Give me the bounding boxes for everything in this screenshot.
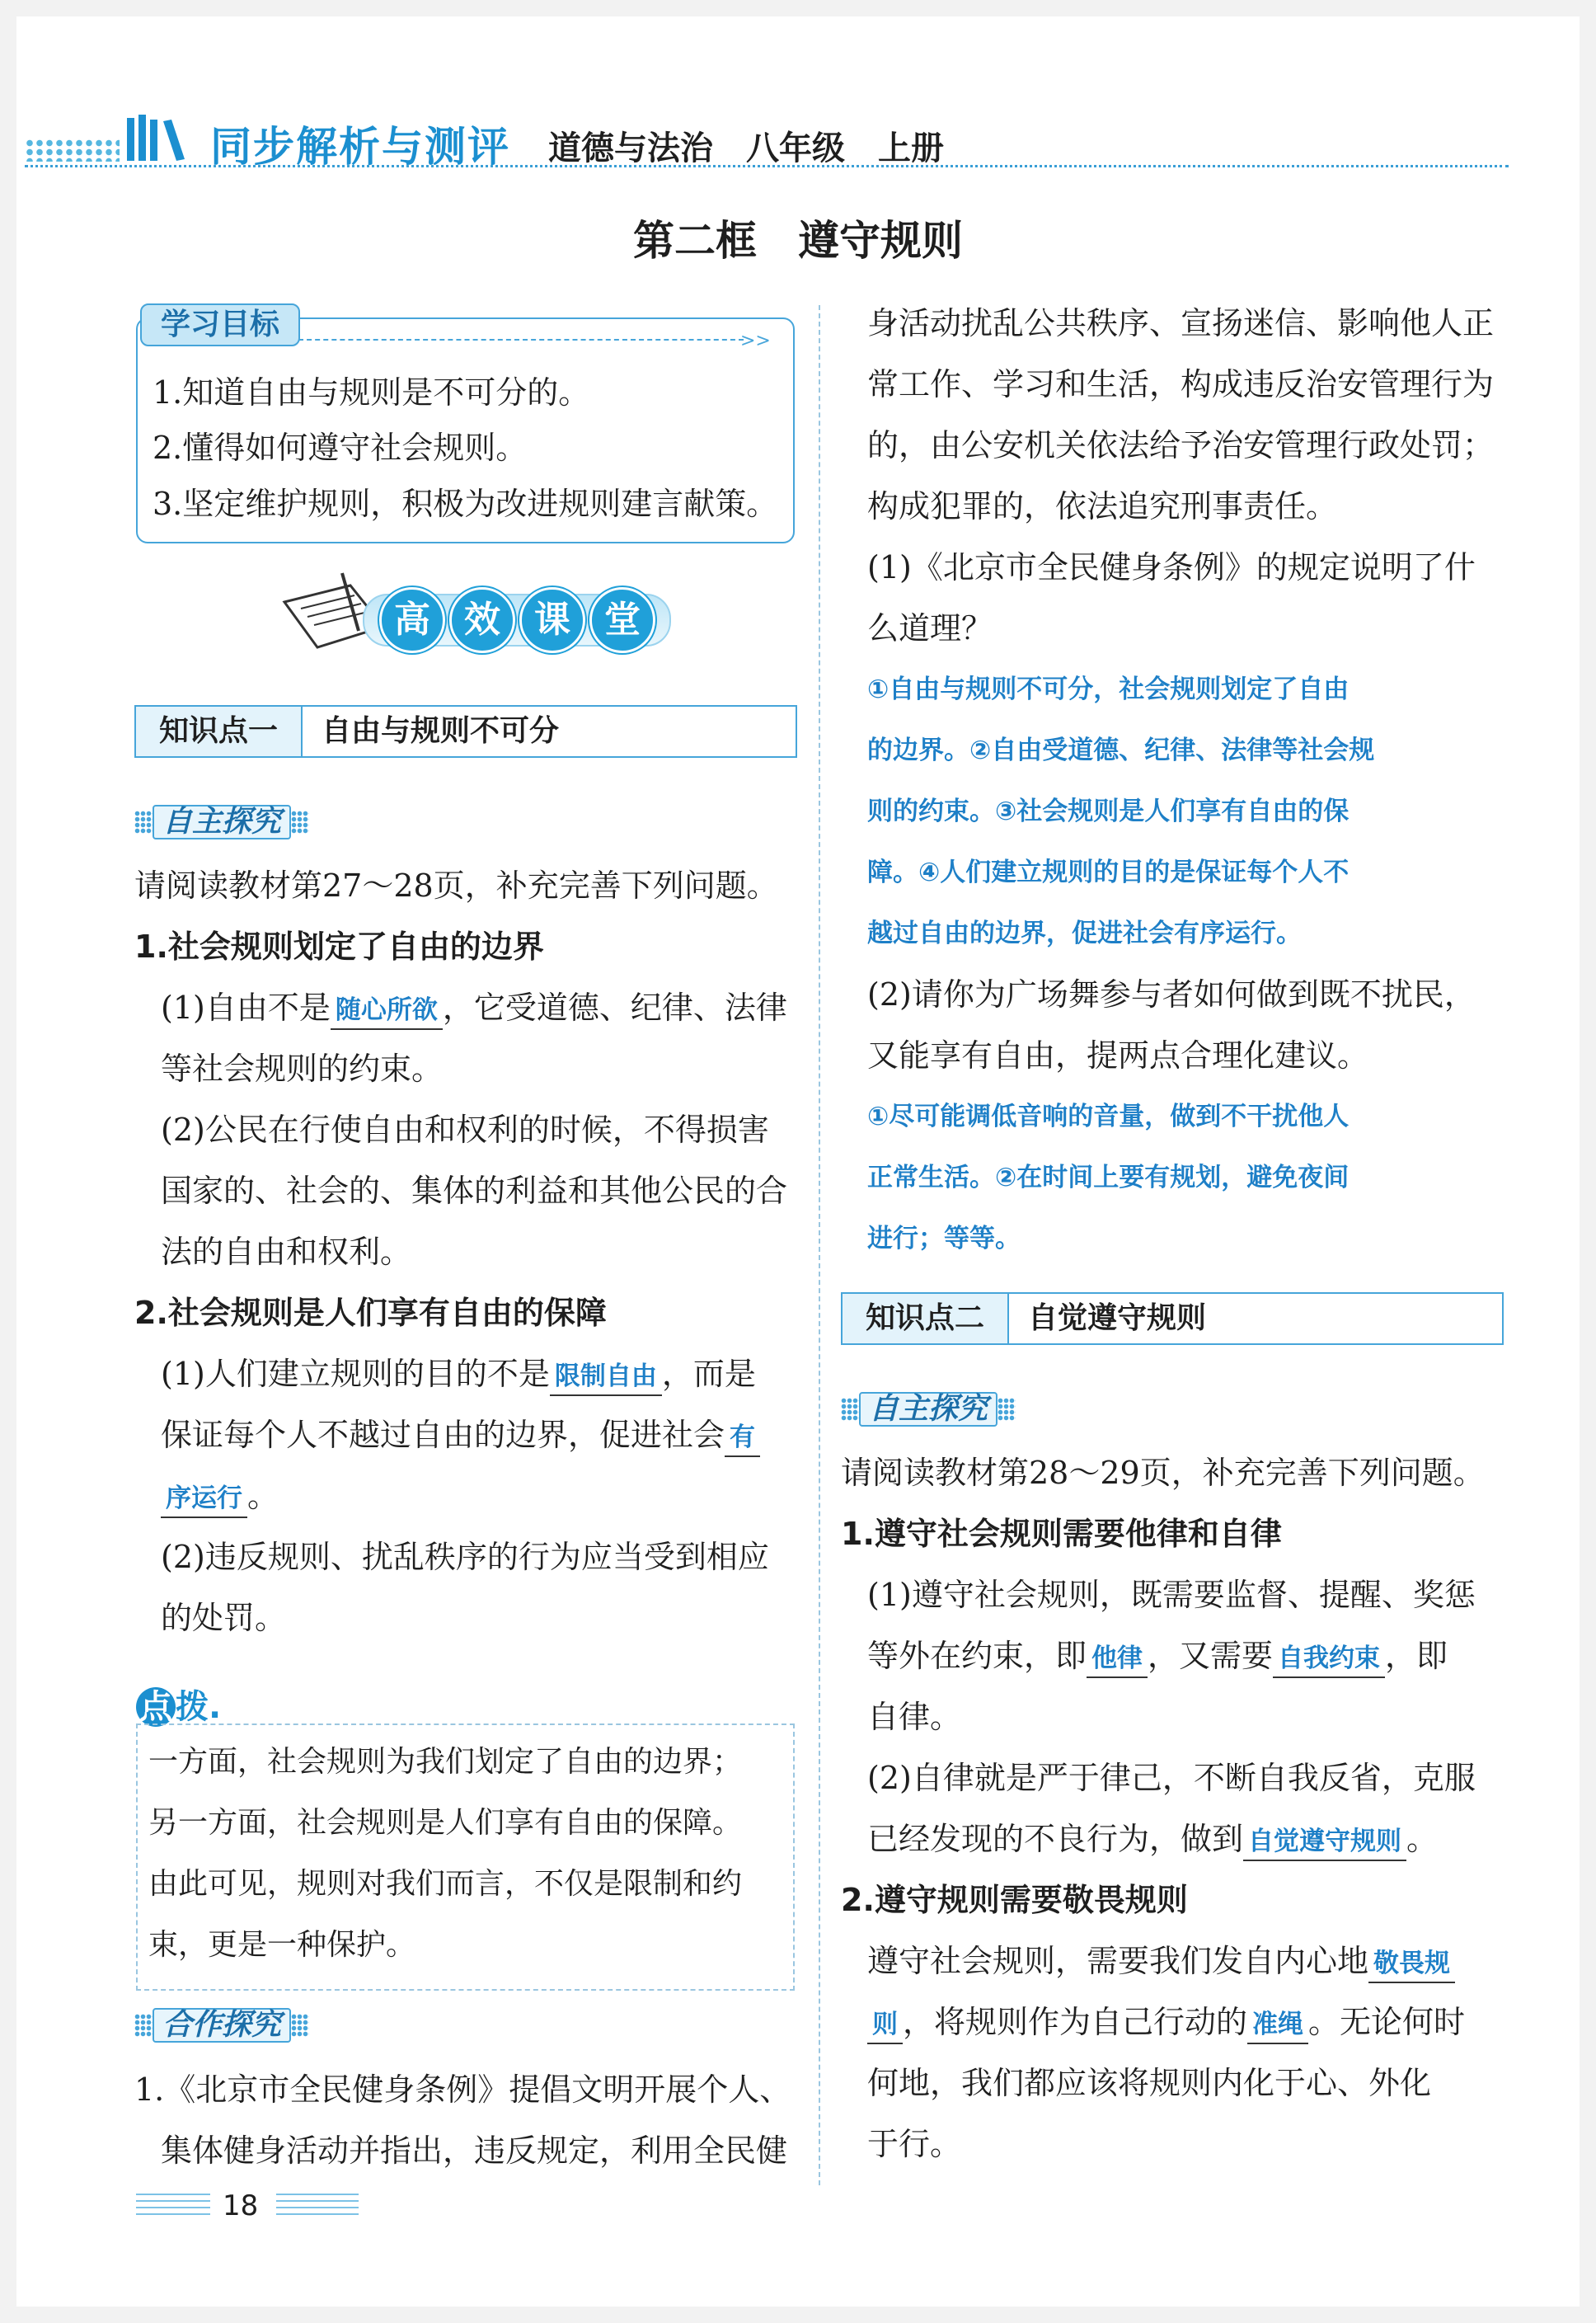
text-line: 保证每个人不越过自由的边界，促进社会 有 — [161, 1404, 760, 1465]
goal-item: 1.知道自由与规则是不可分的。 — [153, 374, 590, 411]
text-line: 的处罚。 — [161, 1600, 287, 1636]
goal-item: 2.懂得如何遵守社会规则。 — [153, 430, 528, 466]
answer-line: 越过自由的边界，促进社会有序运行。 — [867, 919, 1302, 948]
text-line: 等社会规则的约束。 — [161, 1051, 444, 1087]
answer-blank: 自我约束 — [1273, 1640, 1385, 1678]
answer-line: 则的约束。③社会规则是人们享有自由的保 — [867, 797, 1350, 826]
banner-char: 课 — [519, 587, 585, 653]
knowledge-point-title: 自觉遵守规则 — [1028, 1301, 1207, 1335]
banner-char: 堂 — [589, 587, 655, 653]
self-explore-tag: 自主探究 — [841, 1390, 1016, 1427]
knowledge-point-header — [841, 1292, 1504, 1345]
text-line: 常工作、学习和生活，构成违反治安管理行为 — [867, 366, 1495, 402]
text-line: (1)遵守社会规则，既需要监督、提醒、奖惩 — [867, 1577, 1476, 1613]
text-line: 集体健身活动并指出，违反规定，利用全民健 — [161, 2133, 788, 2169]
self-explore-tag: 自主探究 — [134, 802, 309, 840]
header-dots — [25, 139, 120, 162]
goal-item: 3.坚定维护规则，积极为改进规则建言献策。 — [153, 486, 778, 522]
page-number-deco — [276, 2194, 359, 2215]
text-line: (1)人们建立规则的目的不是 限制自由 ，而是 — [161, 1343, 756, 1404]
heading: 1.遵守社会规则需要他律和自律 — [841, 1516, 1282, 1552]
knowledge-point-label: 知识点二 — [843, 1294, 1009, 1343]
goals-arrow-line — [298, 339, 744, 341]
question: (1)《北京市全民健身条例》的规定说明了什 — [867, 549, 1476, 585]
page-title: 第二框 遵守规则 — [633, 217, 963, 265]
text-line: 等外在约束，即 他律 ，又需要 自我约束 ，即 — [867, 1625, 1448, 1686]
text-line: 的，由公安机关依法给予治安管理行政处罚； — [867, 427, 1495, 463]
question: 么道理？ — [867, 610, 993, 647]
tip-line: 一方面，社会规则为我们划定了自由的边界； — [148, 1745, 743, 1779]
page-number: 18 — [223, 2189, 259, 2222]
column-divider — [819, 305, 820, 2185]
text-line: 1.《北京市全民健身条例》提倡文明开展个人、 — [134, 2071, 791, 2108]
text-line: (1)自由不是 随心所欲 ，它受道德、纪律、法律 — [161, 977, 787, 1038]
coop-explore-tag: 合作探究 — [134, 2006, 309, 2043]
text-line: 则 ，将规则作为自己行动的 准绳 。无论何时 — [867, 1991, 1465, 2053]
banner-char: 高 — [379, 587, 445, 653]
text-line: 已经发现的不良行为，做到 自觉遵守规则 。 — [867, 1808, 1438, 1869]
answer-line: 障。④人们建立规则的目的是保证每个人不 — [867, 858, 1350, 887]
text-line: (2)公民在行使自由和权利的时候，不得损害 — [161, 1112, 769, 1148]
text-line: 国家的、社会的、集体的利益和其他公民的合 — [161, 1173, 788, 1209]
answer-line: 进行；等等。 — [867, 1224, 1021, 1253]
text-line: 序运行 。 — [161, 1465, 279, 1526]
answer-blank: 限制自由 — [550, 1358, 662, 1396]
heading: 1.社会规则划定了自由的边界 — [134, 929, 544, 965]
text-line: 何地，我们都应该将规则内化于心、外化 — [867, 2065, 1432, 2101]
text-line: 遵守社会规则，需要我们发自内心地 敬畏规 — [867, 1930, 1455, 1991]
heading: 2.遵守规则需要敬畏规则 — [841, 1882, 1188, 1918]
knowledge-point-title: 自由与规则不可分 — [322, 714, 560, 748]
tip-line: 另一方面，社会规则是人们享有自由的保障。 — [148, 1806, 743, 1840]
tip-tag: 点 拨. — [136, 1681, 221, 1728]
knowledge-point-header — [134, 705, 797, 758]
text-line: 自律。 — [867, 1699, 962, 1735]
answer-blank: 准绳 — [1247, 2006, 1308, 2044]
answer-blank: 敬畏规 — [1368, 1945, 1455, 1983]
answer-line: ①尽可能调低音响的音量，做到不干扰他人 — [867, 1102, 1350, 1131]
heading: 2.社会规则是人们享有自由的保障 — [134, 1295, 607, 1331]
answer-line: 正常生活。②在时间上要有规划，避免夜间 — [867, 1163, 1350, 1192]
page-number-deco — [136, 2194, 210, 2215]
header-subject: 道德与法治 八年级 上册 — [548, 129, 944, 167]
answer-blank: 他律 — [1087, 1640, 1148, 1678]
answer-blank: 有 — [725, 1419, 760, 1457]
left-intro: 请阅读教材第27～28页，补充完善下列问题。 — [134, 868, 778, 904]
right-intro: 请阅读教材第28～29页，补充完善下列问题。 — [841, 1455, 1485, 1491]
text-line: (2)自律就是严于律己，不断自我反省，克服 — [867, 1760, 1476, 1796]
tip-line: 由此可见，规则对我们而言，不仅是限制和约 — [148, 1867, 743, 1901]
text-line: 构成犯罪的，依法追究刑事责任。 — [867, 488, 1338, 524]
knowledge-point-label: 知识点一 — [136, 707, 303, 756]
answer-blank: 序运行 — [161, 1480, 247, 1518]
learning-goals-tag: 学习目标 — [140, 303, 300, 346]
question: 又能享有自由，提两点合理化建议。 — [867, 1037, 1369, 1074]
header-brand: 同步解析与测评 — [210, 123, 510, 171]
text-line: (2)违反规则、扰乱秩序的行为应当受到相应 — [161, 1539, 769, 1575]
answer-blank: 则 — [867, 2006, 903, 2044]
answer-line: ①自由与规则不可分，社会规则划定了自由 — [867, 675, 1350, 704]
header-divider — [25, 165, 1509, 167]
books-logo-icon — [124, 111, 198, 164]
answer-blank: 随心所欲 — [331, 992, 443, 1030]
answer-blank: 自觉遵守规则 — [1243, 1823, 1406, 1861]
text-line: 身活动扰乱公共秩序、宣扬迷信、影响他人正 — [867, 305, 1495, 341]
tip-line: 束，更是一种保护。 — [148, 1928, 416, 1962]
text-line: 法的自由和权利。 — [161, 1234, 412, 1270]
question: (2)请你为广场舞参与者如何做到既不扰民， — [867, 976, 1476, 1013]
banner-char: 效 — [449, 587, 515, 653]
arrow-right-icon: >> — [740, 331, 771, 351]
answer-line: 的边界。②自由受道德、纪律、法律等社会规 — [867, 736, 1375, 765]
text-line: 于行。 — [867, 2126, 962, 2162]
